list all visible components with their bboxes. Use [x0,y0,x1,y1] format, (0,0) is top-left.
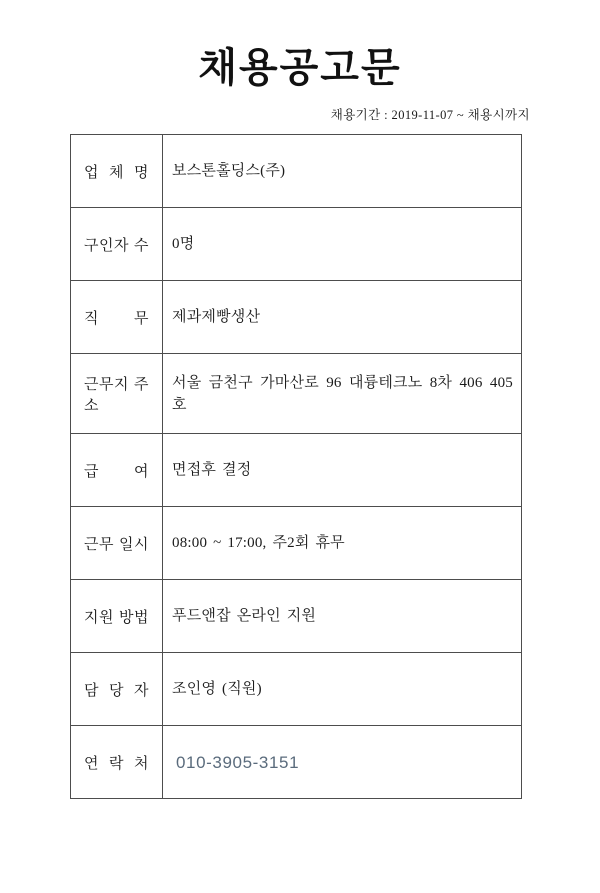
table-row [71,281,522,354]
row-value: 0명 [163,208,522,281]
row-label: 근무 일시 [71,507,163,580]
recruitment-period: 채용기간 : 2019-11-07 ~ 채용시까지 [330,108,530,122]
table-row [71,726,522,799]
document-title: 채용공고문 [198,45,402,90]
row-label: 연 락 처 [71,726,163,799]
row-label: 업 체 명 [71,135,163,208]
row-value: 면접후 결정 [163,434,522,507]
row-value: 보스톤홀딩스(주) [163,135,522,208]
row-label: 근무지 주소 [71,354,163,434]
row-label: 담 당 자 [71,653,163,726]
document-page [0,44,600,893]
row-value: 08:00 ~ 17:00, 주2회 휴무 [163,507,522,580]
row-value: 제과제빵생산 [163,281,522,354]
row-label: 지원 방법 [71,580,163,653]
table-row [71,135,522,208]
table-row [71,208,522,281]
row-value: 010-3905-3151 [163,726,522,799]
table-row [71,507,522,580]
table-row [71,580,522,653]
job-table-body [71,135,522,799]
job-info-table [70,134,522,799]
table-row [71,653,522,726]
row-label: 급 여 [71,434,163,507]
table-row [71,354,522,434]
row-value: 서울 금천구 가마산로 96 대륭테크노 8차 406 405호 [163,354,522,434]
row-value: 푸드앤잡 온라인 지원 [163,580,522,653]
row-value: 조인영 (직원) [163,653,522,726]
row-label: 직 무 [71,281,163,354]
table-row [71,434,522,507]
row-label: 구인자 수 [71,208,163,281]
